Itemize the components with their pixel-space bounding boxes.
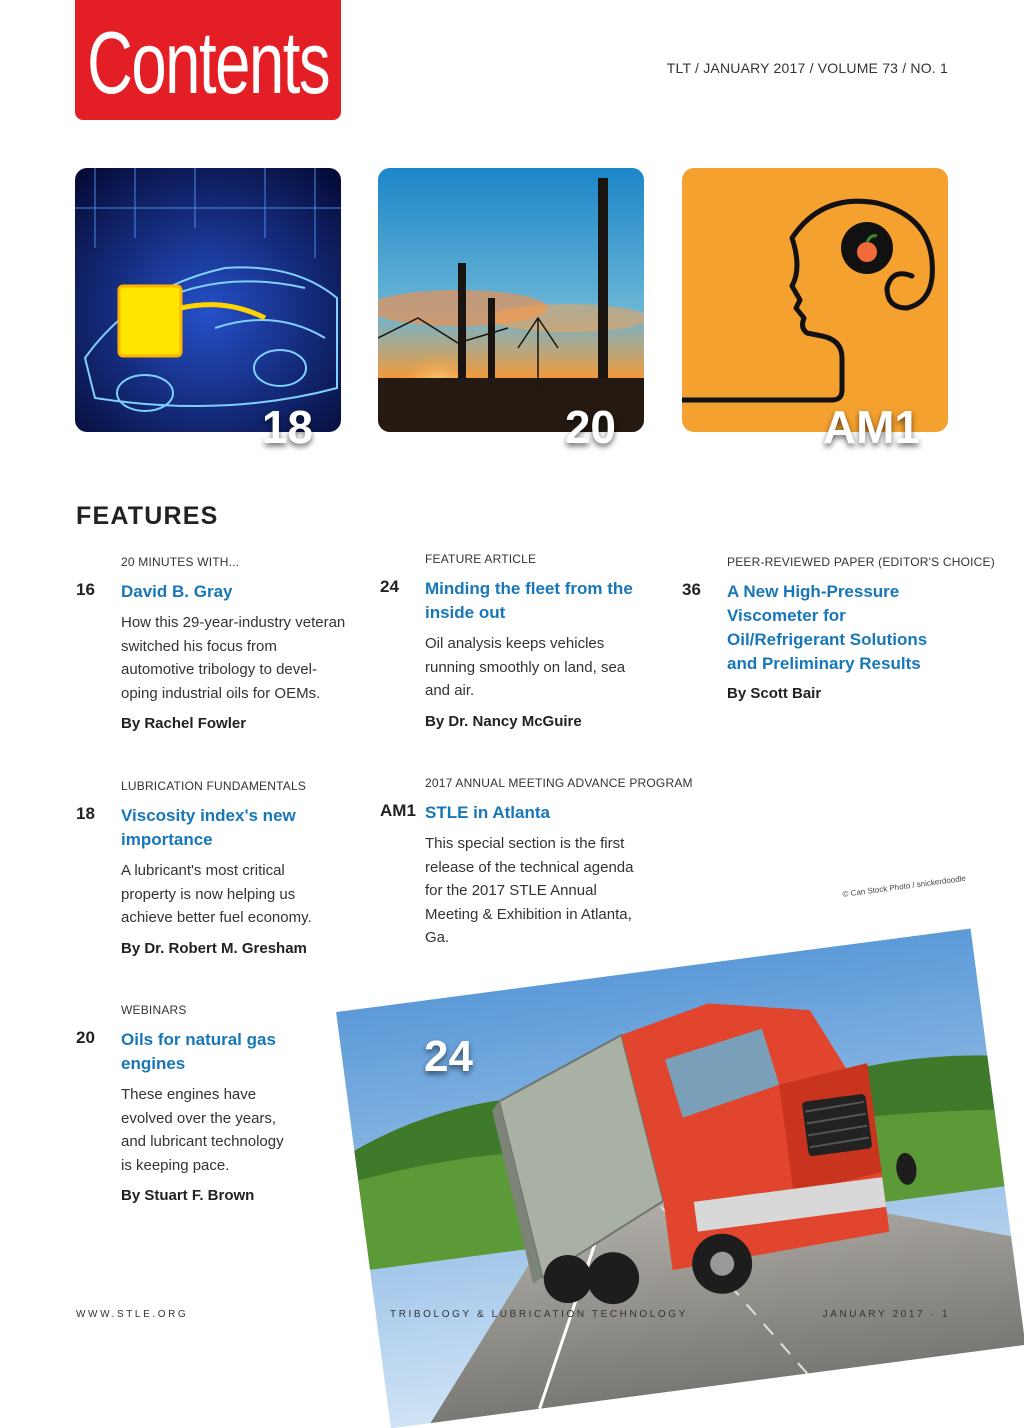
article-dek: This special section is the first release of the technical agenda for the 2017 STLE Annual Meeting & Exhibition in Atlanta, Ga. <box>425 835 634 946</box>
article-byline: By Dr. Nancy McGuire <box>425 712 582 730</box>
features-heading: FEATURES <box>76 502 219 530</box>
truck-photo-number: 24 <box>424 1032 473 1081</box>
article-title[interactable]: Minding the fleet from the inside out <box>425 579 633 622</box>
article-title[interactable]: David B. Gray <box>121 582 233 601</box>
page-title: Contents <box>86 13 330 112</box>
article-title[interactable]: STLE in Atlanta <box>425 803 550 822</box>
article-kicker: WEBINARS <box>121 1003 187 1017</box>
page-number: 36 <box>682 580 701 599</box>
car-engine-xray-image <box>75 168 341 432</box>
article-kicker: FEATURE ARTICLE <box>425 552 537 566</box>
power-plant-sunset-image <box>378 168 644 432</box>
footer-publication: TRIBOLOGY & LUBRICATION TECHNOLOGY <box>390 1309 688 1320</box>
article-byline: By Rachel Fowler <box>121 715 247 732</box>
article-byline: By Scott Bair <box>727 685 822 702</box>
page-number: 16 <box>76 580 95 599</box>
head-silhouette-fruit-image <box>682 168 948 432</box>
footer-website[interactable]: WWW.STLE.ORG <box>76 1309 189 1320</box>
article-kicker: LUBRICATION FUNDAMENTALS <box>121 779 307 793</box>
article-byline: By Stuart F. Brown <box>121 1187 255 1204</box>
page-number: AM1 <box>380 801 416 820</box>
red-semi-truck-image[interactable] <box>336 928 1024 1428</box>
article-title[interactable]: Oils for natural gas engines <box>121 1030 276 1073</box>
thumbnail-number: AM1 <box>822 401 920 453</box>
article-dek: Oil analysis keeps vehicles running smoothly on land, sea and air. <box>425 635 626 699</box>
thumbnail-18[interactable] <box>75 168 341 453</box>
article-kicker: 20 MINUTES WITH... <box>121 555 240 569</box>
thumbnail-number: 18 <box>261 401 313 453</box>
article-byline: By Dr. Robert M. Gresham <box>121 939 307 957</box>
article-kicker: 2017 ANNUAL MEETING ADVANCE PROGRAM <box>425 776 693 790</box>
article-dek: How this 29-year-industry veteran switched his focus from automotive tribology to devel-oping industrial oils for OEMs. <box>121 614 346 702</box>
article-title[interactable]: Viscosity index's new importance <box>121 806 296 849</box>
thumbnail-am1[interactable] <box>682 168 948 453</box>
article-title[interactable]: A New High-Pressure Viscometer for Oil/Refrigerant Solutions and Preliminary Results <box>727 582 928 673</box>
article-kicker: PEER-REVIEWED PAPER (EDITOR'S CHOICE) <box>727 555 995 569</box>
footer-date-page: JANUARY 2017 · 1 <box>822 1309 950 1320</box>
thumbnail-number: 20 <box>564 401 616 453</box>
thumbnail-20[interactable] <box>378 168 644 453</box>
page-number: 24 <box>380 577 399 596</box>
issue-line: TLT / JANUARY 2017 / VOLUME 73 / NO. 1 <box>666 60 948 76</box>
article-dek: A lubricant's most critical property is now helping us achieve better fuel economy. <box>121 862 312 926</box>
page-number: 18 <box>76 804 95 823</box>
article-dek: These engines have evolved over the years, and lubricant technology is keeping pace. <box>121 1086 284 1174</box>
contents-masthead <box>75 0 341 120</box>
photo-credit: © Can Stock Photo / snickerdoodle <box>842 873 967 899</box>
page-number: 20 <box>76 1028 95 1047</box>
